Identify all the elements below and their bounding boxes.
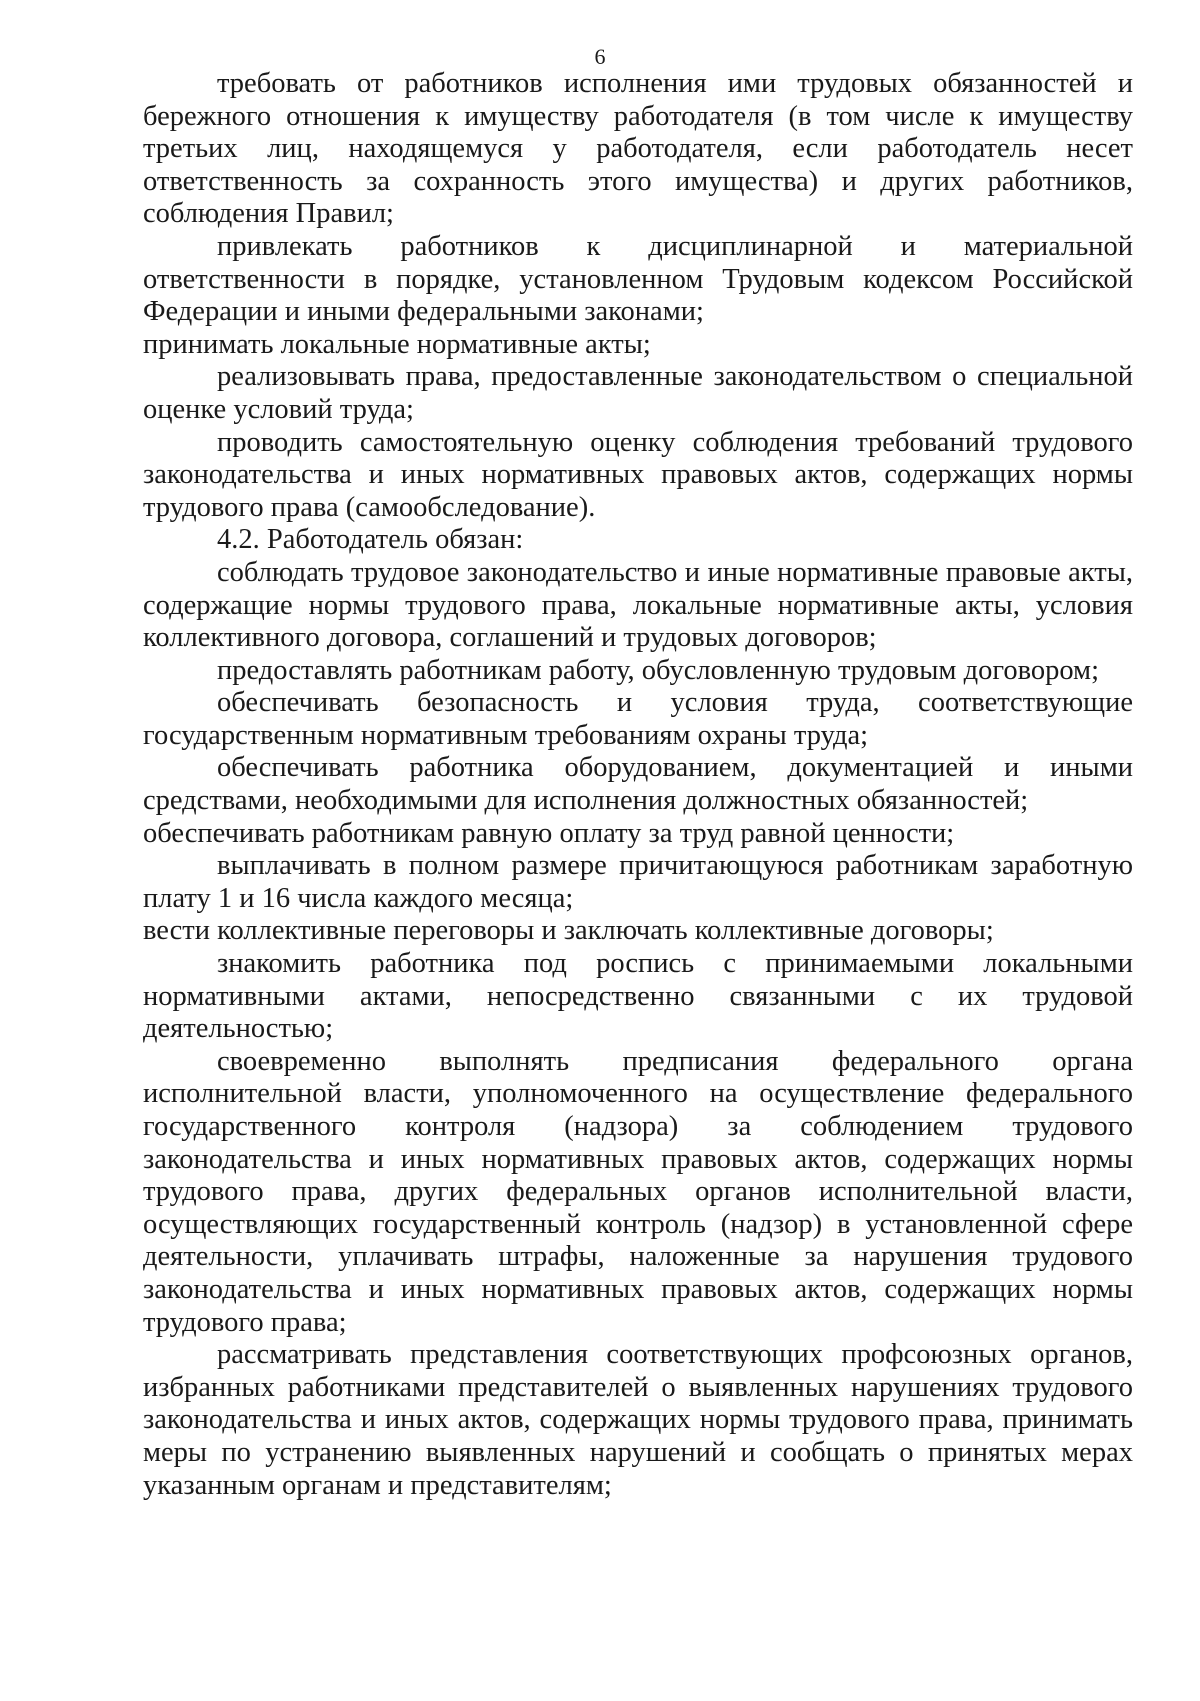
page-number: 6 xyxy=(594,44,606,69)
paragraph-employer-right-liability: привлекать работников к дисциплинарной и материальной ответственности в порядке, установленном Трудовым кодексом Российской Федерации и иными федеральными законами; xyxy=(143,230,1133,328)
paragraph-duty-safety: обеспечивать безопасность и условия труда, соответствующие государственным нормативным требованиям охраны труда; xyxy=(143,687,1133,751)
paragraph-duty-provide-work: предоставлять работникам работу, обусловленную трудовым договором; xyxy=(217,654,1099,686)
paragraph-duty-negotiations: вести коллективные переговоры и заключать коллективные договоры; xyxy=(143,915,994,947)
paragraph-duty-salary: выплачивать в полном размере причитающуюся работникам заработную плату 1 и 16 числа каждого месяца; xyxy=(143,850,1133,914)
paragraph-employer-right-self-inspection: проводить самостоятельную оценку соблюдения требований трудового законодательства и иных нормативных правовых актов, содержащих нормы трудового права (самообследование). xyxy=(143,426,1133,523)
paragraph-employer-right-local-acts: принимать локальные нормативные акты; xyxy=(143,328,651,360)
paragraph-duty-acquaint: знакомить работника под роспись с принимаемыми локальными нормативными актами, непосредственно связанными с их трудовой деятельностью; xyxy=(143,948,1133,1045)
section-heading-4-2: 4.2. Работодатель обязан: xyxy=(217,524,524,556)
paragraph-duty-prescriptions: своевременно выполнять предписания федерального органа исполнительной власти, уполномоченного на осуществление федерального государственного контроля (надзора) за соблюдением трудового законодательства и иных нормативных правовых актов, содержащих нормы трудового права, других федеральных органов исполнительной власти, осуществляющих государственный контроль (надзор) в установленной сфере деятельности, уплачивать штрафы, наложенные за нарушения трудового законодательства и иных нормативных правовых актов, содержащих нормы трудового права; xyxy=(143,1045,1133,1338)
paragraph-duty-equipment: обеспечивать работника оборудованием, документацией и иными средствами, необходимыми для исполнения должностных обязанностей; xyxy=(143,752,1133,817)
paragraph-duty-equal-pay: обеспечивать работникам равную оплату за труд равной ценности; xyxy=(143,817,955,849)
paragraph-employer-right-demand: требовать от работников исполнения ими трудовых обязанностей и бережного отношения к имуществу работодателя (в том числе к имуществу третьих лиц, находящемуся у работодателя, если работодатель несет ответственность за сохранность этого имущества) и других работников, соблюдения Правил; xyxy=(143,68,1133,230)
paragraph-duty-comply-law: соблюдать трудовое законодательство и иные нормативные правовые акты, содержащие нормы трудового права, локальные нормативные акты, условия коллективного договора, соглашений и трудовых договоров; xyxy=(143,556,1133,654)
document-body xyxy=(143,68,1133,1502)
paragraph-duty-union-submissions: рассматривать представления соответствующих профсоюзных органов, избранных работниками представителей о выявленных нарушениях трудового законодательства и иных актов, содержащих нормы трудового права, принимать меры по устранению выявленных нарушений и сообщать о принятых мерах указанным органам и представителям; xyxy=(143,1339,1133,1501)
paragraph-employer-right-assessment: реализовывать права, предоставленные законодательством о специальной оценке условий труда; xyxy=(143,361,1133,425)
